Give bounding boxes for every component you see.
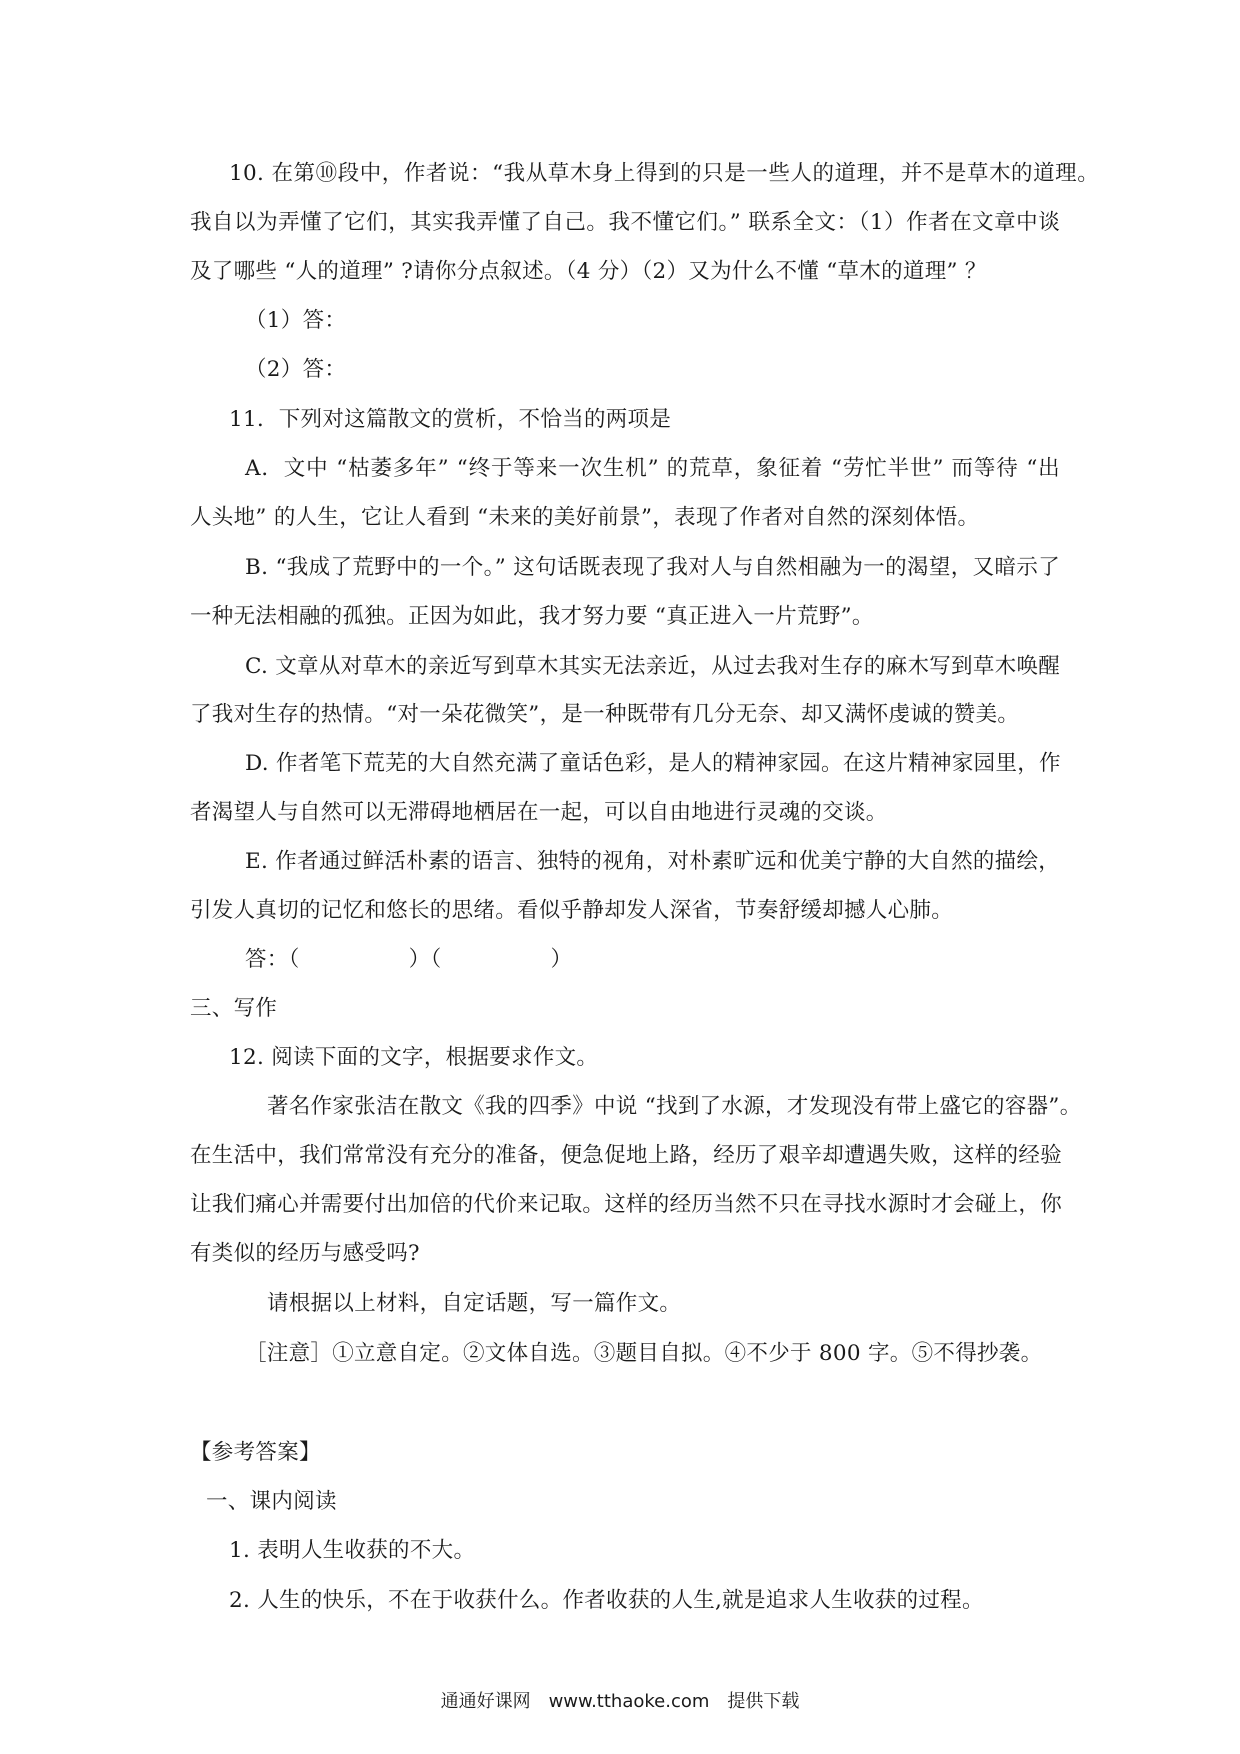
answers-item-2: 2. 人生的快乐，不在于收获什么。作者收获的人生,就是追求人生收获的过程。 [229,1588,984,1613]
section-3-heading: 三、写作 [190,996,278,1021]
page-footer: 通通好课网 www.tthaoke.com 提供下载 [440,1691,800,1712]
q11-option-a-line-2: 人头地” 的人生，它让人看到 “未来的美好前景”，表现了作者对自然的深刻体悟。 [190,505,980,530]
q11-option-a-line-1: A．文中 “枯萎多年” “终于等来一次生机” 的荒草，象征着 “劳忙半世” 而等待 “出 [245,456,1060,481]
q11-option-d-line-1: D. 作者笔下荒芜的大自然充满了童话色彩，是人的精神家园。在这片精神家园里，作 [245,751,1061,776]
q11-option-b-line-1: B. “我成了荒野中的一个。” 这句话既表现了我对人与自然相融为一的渴望，又暗示了 [245,555,1060,580]
q12-note: ［注意］①立意自定。②文体自选。③题目自拟。④不少于 800 字。⑤不得抄袭。 [245,1341,1043,1366]
q12-stem: 12. 阅读下面的文字，根据要求作文。 [229,1045,599,1070]
q10-line-1: 10. 在第⑩段中，作者说：“我从草木身上得到的只是一些人的道理，并不是草木的道理。 [229,161,1099,186]
q12-para-1-line-4: 有类似的经历与感受吗? [190,1241,420,1266]
answers-item-1: 1. 表明人生收获的不大。 [229,1538,476,1563]
answers-heading: 【参考答案】 [190,1440,321,1465]
q11-option-d-line-2: 者渴望人与自然可以无滞碍地栖居在一起，可以自由地进行灵魂的交谈。 [190,800,888,825]
q10-line-2: 我自以为弄懂了它们，其实我弄懂了自己。我不懂它们。” 联系全文：（1）作者在文章中谈 [190,210,1060,235]
q11-option-b-line-2: 一种无法相融的孤独。正因为如此，我才努力要 “真正进入一片荒野”。 [190,604,874,629]
q10-answer-1: （1）答： [245,308,347,333]
q11-option-e-line-1: E. 作者通过鲜活朴素的语言、独特的视角，对朴素旷远和优美宁静的大自然的描绘， [245,849,1061,874]
q11-stem: 11．下列对这篇散文的赏析，不恰当的两项是 [229,407,672,432]
answers-section-1: 一、课内阅读 [206,1489,337,1514]
q10-answer-2: （2）答： [245,357,347,382]
q10-line-3: 及了哪些 “人的道理” ?请你分点叙述。（4 分）（2）又为什么不懂 “草木的道理” ？ [190,259,987,284]
q12-para-1-line-2: 在生活中，我们常常没有充分的准备，便急促地上路，经历了艰辛却遭遇失败，这样的经验 [190,1143,1063,1168]
q11-option-c-line-1: C. 文章从对草木的亲近写到草木其实无法亲近，从过去我对生存的麻木写到草木唤醒 [245,654,1061,679]
q12-para-2: 请根据以上材料，自定话题，写一篇作文。 [267,1291,682,1316]
q11-option-c-line-2: 了我对生存的热情。“对一朵花微笑”，是一种既带有几分无奈、却又满怀虔诚的赞美。 [190,702,1020,727]
q12-para-1-line-3: 让我们痛心并需要付出加倍的代价来记取。这样的经历当然不只在寻找水源时才会碰上，你 [190,1192,1063,1217]
q11-answer: 答：（ ）（ ） [245,947,573,972]
q12-para-1-line-1: 著名作家张洁在散文《我的四季》中说 “找到了水源，才发现没有带上盛它的容器”。 [267,1094,1082,1119]
q11-option-e-line-2: 引发人真切的记忆和悠长的思绪。看似乎静却发人深省，节奏舒缓却撼人心肺。 [190,898,954,923]
